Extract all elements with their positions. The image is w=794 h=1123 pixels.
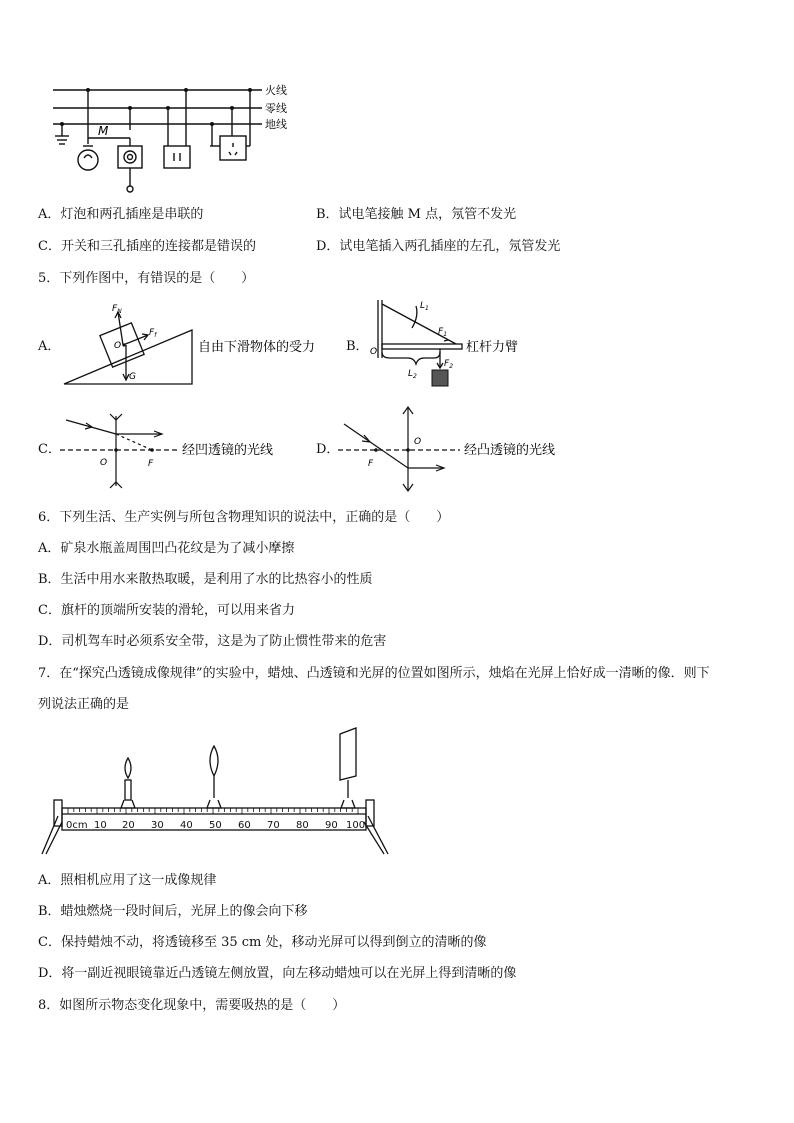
q6-option-d: D．司机驾车时必须系安全带，这是为了防止惯性带来的危害	[38, 634, 387, 649]
q5-a-letter: A．	[38, 339, 61, 354]
q5-c-caption: 经凹透镜的光线	[182, 443, 274, 458]
q4-option-c: C．开关和三孔插座的连接都是错误的	[38, 239, 256, 254]
q8-stem: 8．如图所示物态变化现象中，需要吸热的是（ ）	[38, 998, 346, 1013]
f2-sub: 2	[449, 363, 454, 370]
ruler-label-10: 10	[94, 820, 107, 831]
ruler-label-20: 20	[122, 820, 135, 831]
ruler-label-50: 50	[209, 820, 222, 831]
q5-d-letter: D．	[316, 442, 340, 457]
q5-c-letter: C．	[38, 442, 61, 457]
concave-lens-diagram	[58, 410, 318, 490]
svg-text:Ff	[149, 328, 157, 339]
q6-option-b: B．生活中用水来散热取暖，是利用了水的比热容小的性质	[38, 572, 373, 587]
l2-sub: 2	[413, 373, 417, 380]
svg-text:FN	[112, 304, 122, 315]
q5-b-letter: B．	[346, 339, 369, 354]
q4-option-b: B．试电笔接触 M 点，氖管不发光	[316, 207, 517, 222]
svg-text:L1	[420, 301, 429, 312]
ruler-label-30: 30	[151, 820, 164, 831]
ruler-label-70: 70	[267, 820, 280, 831]
ground-wire-label: 地线	[265, 118, 287, 131]
q4-option-d: D．试电笔插入两孔插座的左孔，氖管发光	[316, 239, 561, 254]
ff-label: F	[149, 328, 155, 338]
l1-sub: 1	[425, 305, 429, 312]
d-focus-label: F	[368, 459, 374, 469]
ruler-label-60: 60	[238, 820, 251, 831]
lever-arm-diagram	[366, 296, 566, 396]
ruler-label-90: 90	[325, 820, 338, 831]
q6-stem: 6．下列生活、生产实例与所包含物理知识的说法中，正确的是（ ）	[38, 510, 450, 525]
c-origin-label: O	[100, 458, 108, 468]
q5-b-caption: 杠杆力臂	[466, 340, 519, 355]
d-origin-label: O	[414, 437, 422, 447]
convex-lens-diagram	[336, 404, 616, 494]
fn-sub: N	[117, 308, 122, 315]
live-wire-label: 火线	[265, 84, 287, 97]
f1-label: F	[438, 327, 444, 337]
svg-text:L2	[408, 369, 417, 380]
incline-force-diagram	[60, 300, 340, 390]
c-focus-label: F	[148, 459, 154, 469]
q7-option-a: A．照相机应用了这一成像规律	[38, 873, 217, 888]
q5-a-caption: 自由下滑物体的受力	[198, 340, 316, 355]
optical-bench-diagram	[38, 728, 398, 858]
ruler-label-40: 40	[180, 820, 193, 831]
ruler-ticks	[68, 808, 358, 814]
ff-sub: f	[154, 332, 157, 339]
l2-label: L	[408, 369, 414, 379]
a-origin-label: O	[114, 341, 122, 351]
svg-text:F2	[444, 359, 453, 370]
q7-option-c: C．保持蜡烛不动，将透镜移至 35 cm 处，移动光屏可以得到倒立的清晰的像	[38, 935, 487, 950]
q7-option-b: B．蜡烛燃烧一段时间后，光屏上的像会向下移	[38, 904, 308, 919]
f1-sub: 1	[443, 331, 448, 338]
q5-stem: 5．下列作图中，有错误的是（ ）	[38, 271, 255, 286]
q7-stem-line1: 7．在“探究凸透镜成像规律”的实验中，蜡烛、凸透镜和光屏的位置如图所示，烛焰在光屏上恰好成一清晰的像．则下	[38, 666, 710, 681]
q4-option-a: A．灯泡和两孔插座是串联的	[38, 207, 204, 222]
f2-label: F	[444, 359, 450, 369]
svg-text:F1	[438, 327, 447, 338]
point-m-label: M	[98, 124, 109, 138]
fn-label: F	[112, 304, 118, 314]
ruler-label-0: 0cm	[66, 820, 88, 831]
ruler-label-80: 80	[296, 820, 309, 831]
q6-option-a: A．矿泉水瓶盖周围凹凸花纹是为了减小摩擦	[38, 541, 295, 556]
ruler-label-100: 100	[346, 820, 366, 831]
q7-stem-line2: 列说法正确的是	[38, 697, 130, 712]
neutral-wire-label: 零线	[265, 102, 287, 115]
gravity-label: G	[129, 372, 136, 382]
household-circuit-diagram	[0, 0, 794, 200]
l1-label: L	[420, 301, 426, 311]
q6-option-c: C．旗杆的顶端所安装的滑轮，可以用来省力	[38, 603, 295, 618]
q7-option-d: D．将一副近视眼镜靠近凸透镜左侧放置，向左移动蜡烛可以在光屏上得到清晰的像	[38, 966, 517, 981]
b-origin-label: O	[370, 347, 378, 357]
q5-d-caption: 经凸透镜的光线	[464, 443, 556, 458]
